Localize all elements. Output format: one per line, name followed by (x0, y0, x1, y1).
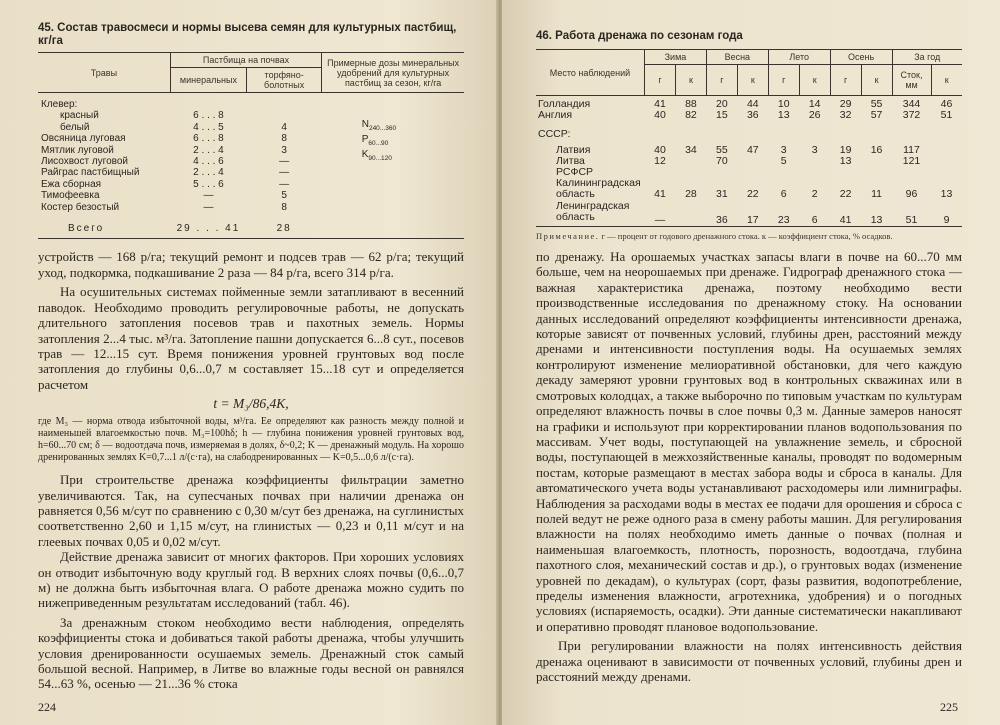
table-45 (38, 52, 464, 239)
table-row (38, 99, 464, 110)
table-row: Латвия 40 34 55 47 3 3 19 16 117 (556, 143, 920, 156)
page-number-right: 225 (940, 700, 958, 714)
table-row: Ежа сборная 5 . . . 6 — (41, 178, 290, 190)
header-autumn: Осень (830, 50, 892, 65)
header-grasses: Травы (38, 53, 170, 93)
table-row: Мятлик луговой 2 . . . 4 3 (41, 144, 287, 156)
table-row: белый 4 . . . 5 4 (60, 121, 287, 133)
grass-name: Клевер: (41, 99, 78, 110)
table-row: Англия 40 82 15 36 13 26 32 57 372 51 (538, 109, 953, 122)
formula-explanation: где M₃ — норма отвода избыточной воды, м³/га. Ее определяют как разность между полной и наименьшей влагоемкостью почв. M₃=100hδ; h — глубина понижения уровней грунтовых вод, h=60...70 см; δ — водоотдача почв, измеряемая в долях, δ~0,2; K — дренажный модуль. На хорошо дренированных землях K=0,7...1 л/(с·га), на слабодренированных — K=0,5...0,6 л/(с·га). (38, 416, 464, 464)
table-row: Литва 12 70 5 13 121 (556, 154, 921, 167)
paragraph: по дренажу. На орошаемых участках запасы влаги в почве на 60...70 мм больше, чем на неорошаемых при дренаже. Гидрограф дренажного стока — важная характеристика дренажа, поэтому необходимо вести производственные исследования по дренажному стоку. На основании данных исследований определяют коэффициенты интенсивности дренажа, которые зависят от почвенных условий, глубины дрен, расстояний между дренами и интенсивности поступления воды. На осушаемых землях контролируют изменение мелиоративной обстановки, для чего каждую декаду замеряют уровни грунтовых вод в контрольных скважинах или в смотровых колодцах, а также выборочно по типовым участкам по культурам определяют влажность почвы в слое почвы 0,3 м. Данные замеров наносят на графики и используют при корректировании планов водопользования по массивам. Учет воды, поступающей на увлажнение земель, и сбросной воды, поступающей в межхозяйственные каналы, проводят по водомерным постам, которые размещают в местах забора воды и сброса в каналы. Для автоматического учета воды устанавливают расходомеры или лимниграфы. Наблюдения за расходами воды в местах ее подачи для орошения и сброса с полей ведут не реже одного раза в смену работы машин. Для регулирования влажности на полях необходимо иметь данные о почвах (полная и наименьшая влагоемкость, плотность, порозность, водоотдача, глубина пахотного слоя, механический состав и др.), о грунтовых водах (изменение уровней по декадам), о культурах (сорт, фазы развития, водопотребление, пределы изменения влажности, агротехника, удобрения) и о погодных условиях (испаряемость, осадки). Эти данные систематически накапливают и оперативно проводят плановое водопользование. (536, 249, 962, 634)
paragraph: При строительстве дренажа коэффициенты фильтрации заметно увеличиваются. Так, на супесчаных почвах при наличии дренажа он равняется 0,56 м/сут по сравнению с 0,30 м/сут без дренажа, на суглинистых соответственно 2,60 и 1,15 м/сут, на глинистых — 0,23 и 0,11 м/сут и на глеевых почвах 0,05 и 0,02 м/сут. (38, 472, 464, 549)
table-row: Голландия 41 88 20 44 10 14 29 55 344 46 (538, 98, 953, 110)
table-row: СССР: (538, 128, 571, 141)
header-summer: Лето (768, 50, 830, 65)
header-mineral: минеральных (170, 68, 246, 93)
paragraph: За дренажным стоком необходимо вести наблюдения, определять коэффициенты стока и добиваться такой работы дренажа, чтобы улучшить условия дренированности осушаемых земель. Дренажный сток самый большой весной. Например, в Литве во влажные годы весной он равнялся 54...63 %, осенью — 21...36 % стока (38, 614, 464, 692)
page-number-left: 224 (38, 700, 56, 714)
header-pastures: Пастбища на почвах (170, 53, 321, 68)
fertilizer-doses: $N_{240...360}$ $P_{60...90}$ $K_{90...120}$ (361, 119, 397, 162)
formula: t = M₃/86,4K, (213, 396, 289, 412)
paragraph: устройств — 168 р/га; текущий ремонт и подсев трав — 62 р/га; текущий уход, подкормка, подкашивание 2 раза — 84 р/га, всего 314 р/га. (38, 249, 464, 280)
table-row: Костер безостый — 8 (41, 201, 287, 213)
header-winter: Зима (645, 50, 707, 65)
table-row: РСФСР (556, 166, 594, 179)
left-page (0, 0, 498, 725)
table-total-row: Всего 29 . . . 41 28 (38, 213, 464, 239)
table-46: Место наблюдений Зима Весна Лето Осень За год г к г к г к г к Сток, мм к Голландия 41 88 20 44 10 14 29 55 344 46 Англия 40 82 15 36 13 26 32 57 372 51 СССР: Латвия 40 34 55 47 3 3 19 16 117 Литва 12 70 5 13 121 РСФСР Калининградская область 41 28 31 22 6 2 22 11 96 13 Ленинградская область — 36 17 23 6 41 13 51 9 (536, 49, 962, 227)
header-spring: Весна (706, 50, 768, 65)
table-row: Калининградская область 41 28 31 22 6 2 22 11 96 13 (556, 177, 953, 201)
table-45-title: 45. Состав травосмеси и нормы высева семян для культурных пастбищ, кг/га (38, 22, 457, 47)
table-row: Овсяница луговая 6 . . . 8 8 (41, 133, 287, 145)
paragraph: Действие дренажа зависит от многих факторов. При хороших условиях он отводит избыточную воду круглый год. В верхних слоях почвы (0,6...0,7 м) не должна быть избыточная влага. О работе дренажа можно судить по нижеприведенным результатам исследований (табл. 46). (38, 549, 464, 611)
table-row: Райграс пастбищный 2 . . . 4 — (41, 167, 290, 179)
table-note: Примечание. г — процент от годового дренажного стока. к — коэффициент стока, % осадков. (536, 231, 893, 242)
header-year: За год (892, 50, 962, 65)
header-fertilizer: Примерные дозы минеральных удобрений для культурных пастбищ за сезон, кг/га (322, 53, 464, 93)
table-row: Тимофеевка — 5 (41, 190, 287, 202)
header-peat: торфяно-болотных (247, 68, 322, 93)
right-page (502, 0, 1000, 725)
paragraph: При регулировании влажности на полях интенсивность действия дренажа оценивают в зависимости от почвенных условий, глубины дрен и расстояний между дренами. (536, 638, 962, 684)
table-row: Ленинградская область — 36 17 23 6 41 13 51 9 (536, 201, 962, 227)
table-row: красный 6 . . . 8 (60, 110, 224, 122)
header-place: Место наблюдений (536, 50, 645, 96)
paragraph: На осушительных системах пойменные земли затапливают в весенний паводок. Необходимо проводить регулировочные работы, не допускать длительного затопления посевов трав и пахотных земель. Нормы затопления 2...4 тыс. м³/га. Затопление пашни допускается 6...8 сут., посевов трав — 12...15 сут. Время понижения уровней грунтовых вод после затопления до глубины 0,6...0,7 м составляет 15...18 сут и определяется расчетом (38, 284, 464, 392)
table-46-title: 46. Работа дренажа по сезонам года (536, 30, 743, 42)
table-row: Лисохвост луговой 4 . . . 6 — (41, 156, 290, 168)
